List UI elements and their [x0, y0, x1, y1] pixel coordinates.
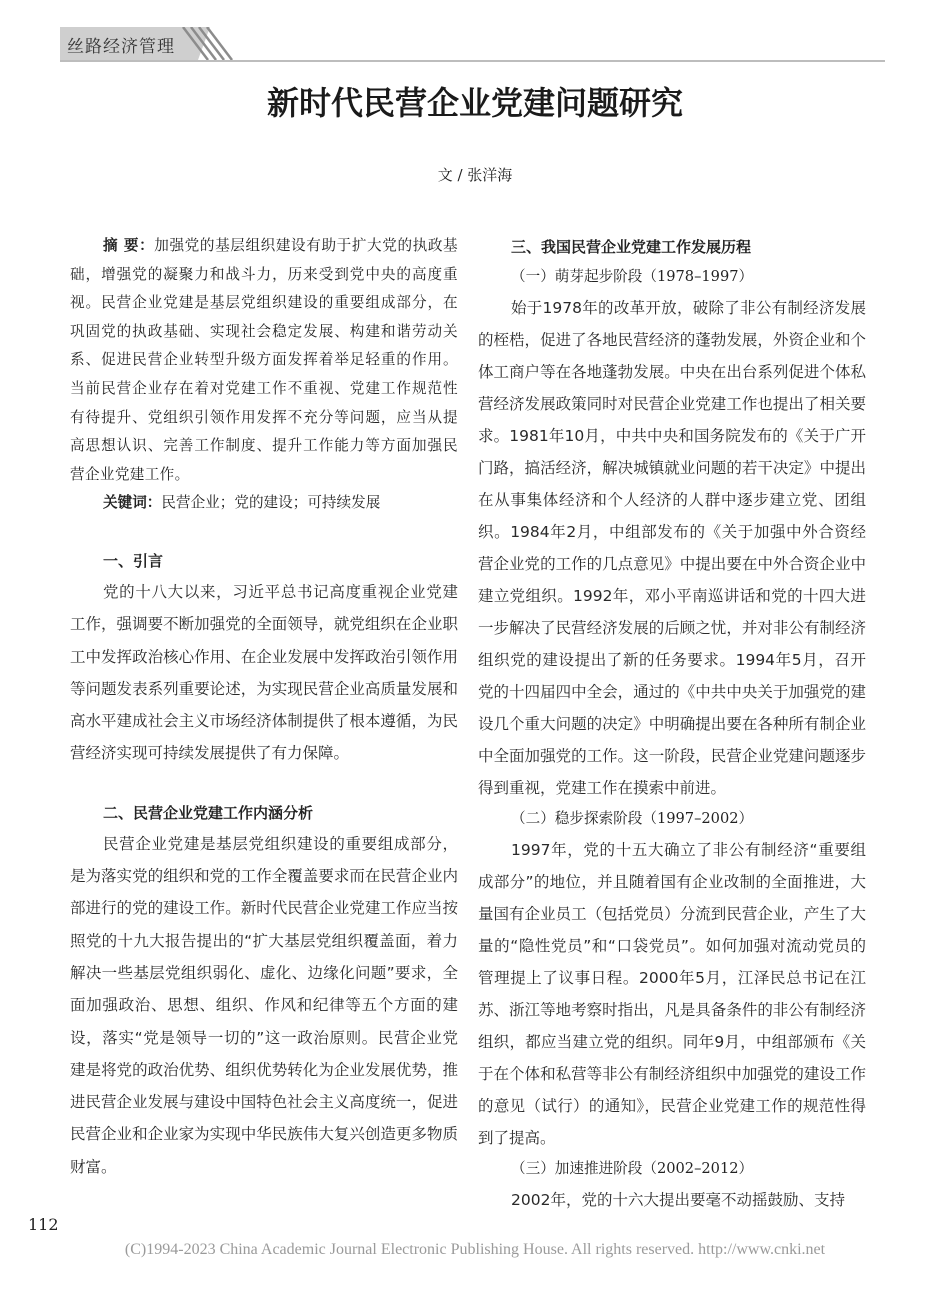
header-stripes-decoration: [175, 27, 237, 60]
abstract: [70, 232, 458, 489]
subheading-stage-1: （一）萌芽起步阶段（1978–1997）: [511, 268, 754, 285]
page-number: 112: [28, 1215, 59, 1234]
keywords-text: 民营企业；党的建设；可持续发展: [161, 494, 381, 512]
header-rule: [60, 60, 885, 62]
left-column: [70, 232, 458, 1183]
section-heading-history: 三、我国民营企业党建工作发展历程: [511, 238, 752, 256]
subheading-stage-2: （二）稳步探索阶段（1997–2002）: [511, 810, 754, 827]
paragraph-stage-1: 始于1978年的改革开放，破除了非公有制经济发展的桎梏，促进了各地民营经济的蓬勃发展，外资企业和个体工商户等在各地蓬勃发展。中央在出台系列促进个体私营经济发展政策同时对民营企业党建工作也提出了相关要求。1981年10月，中共中央和国务院发布的《关于广开门路，搞活经济，解决城镇就业问题的若干决定》中提出在从事集体经济和个人经济的人群中逐步建立党、团组织。1984年2月，中组部发布的《关于加强中外合资经营企业党的工作的几点意见》中提出要在中外合资企业中建立党组织。1992年，邓小平南巡讲话和党的十四大进一步解决了民营经济发展的后顾之忧，并对非公有制经济组织党的建设提出了新的任务要求。1994年5月，召开党的十四届四中全会，通过的《中共中央关于加强党的建设几个重大问题的决定》中明确提出要在各种所有制企业中全面加强党的工作。这一阶段，民营企业党建问题逐步得到重视，党建工作在摸索中前进。: [478, 299, 866, 797]
copyright-footer: (C)1994-2023 China Academic Journal Electronic Publishing House. All rights reserved. http://www.cnki.net: [124, 1241, 826, 1258]
subheading-stage-3: （三）加速推进阶段（2002–2012）: [511, 1160, 754, 1177]
section-heading-connotation: 二、民营企业党建工作内涵分析: [103, 803, 314, 822]
section-heading-introduction: 一、引言: [103, 551, 164, 570]
article-title: 新时代民营企业党建问题研究: [266, 84, 683, 122]
abstract-text: 加强党的基层组织建设有助于扩大党的执政基础，增强党的凝聚力和战斗力，历来受到党中央的高度重视。民营企业党建是基层党组织建设的重要组成部分，在巩固党的执政基础、实现社会稳定发展、构建和谐劳动关系、促进民营企业转型升级方面发挥着举足轻重的作用。当前民营企业存在着对党建工作不重视、党建工作规范性有待提升、党组织引领作用发挥不充分等问题，应当从提高思想认识、完善工作制度、提升工作能力等方面加强民营企业党建工作。: [70, 237, 458, 483]
abstract-label: 摘 要：: [103, 237, 155, 254]
keywords: [70, 489, 458, 518]
header-section-label: 丝路经济管理: [67, 37, 175, 57]
paragraph-stage-3: 2002年，党的十六大提出要毫不动摇鼓励、支持: [511, 1191, 845, 1209]
paragraph-stage-2: 1997年，党的十五大确立了非公有制经济“重要组成部分”的地位，并且随着国有企业改制的全面推进，大量国有企业员工（包括党员）分流到民营企业，产生了大量的“隐性党员”和“口袋党员”。如何加强对流动党员的管理提上了议事日程。2000年5月，江泽民总书记在江苏、浙江等地考察时指出，凡是具备条件的非公有制经济组织，都应当建立党的组织。同年9月，中组部颁布《关于在个体和私营等非公有制经济组织中加强党的建设工作的意见（试行）的通知》，民营企业党建工作的规范性得到了提高。: [478, 841, 866, 1147]
right-column: [478, 232, 866, 1216]
author-line: 文 / 张洋海: [437, 166, 513, 184]
keywords-label: 关键词：: [103, 494, 162, 512]
paragraph-connotation: 民营企业党建是基层党组织建设的重要组成部分，是为落实党的组织和党的工作全覆盖要求而在民营企业内部进行的党的建设工作。新时代民营企业党建工作应当按照党的十九大报告提出的“扩大基层党组织覆盖面，着力解决一些基层党组织弱化、虚化、边缘化问题”要求，全面加强政治、思想、组织、作风和纪律等五个方面的建设，落实“党是领导一切的”这一政治原则。民营企业党建是将党的政治优势、组织优势转化为企业发展优势，推进民营企业发展与建设中国特色社会主义高度统一，促进民营企业和企业家为实现中华民族伟大复兴创造更多物质财富。: [70, 834, 458, 1176]
paragraph-introduction: 党的十八大以来，习近平总书记高度重视企业党建工作，强调要不断加强党的全面领导，就党组织在企业职工中发挥政治核心作用、在企业发展中发挥政治引领作用等问题发表系列重要论述，为实现民营企业高质量发展和高水平建成社会主义市场经济体制提供了根本遵循，为民营经济实现可持续发展提供了有力保障。: [70, 582, 458, 763]
